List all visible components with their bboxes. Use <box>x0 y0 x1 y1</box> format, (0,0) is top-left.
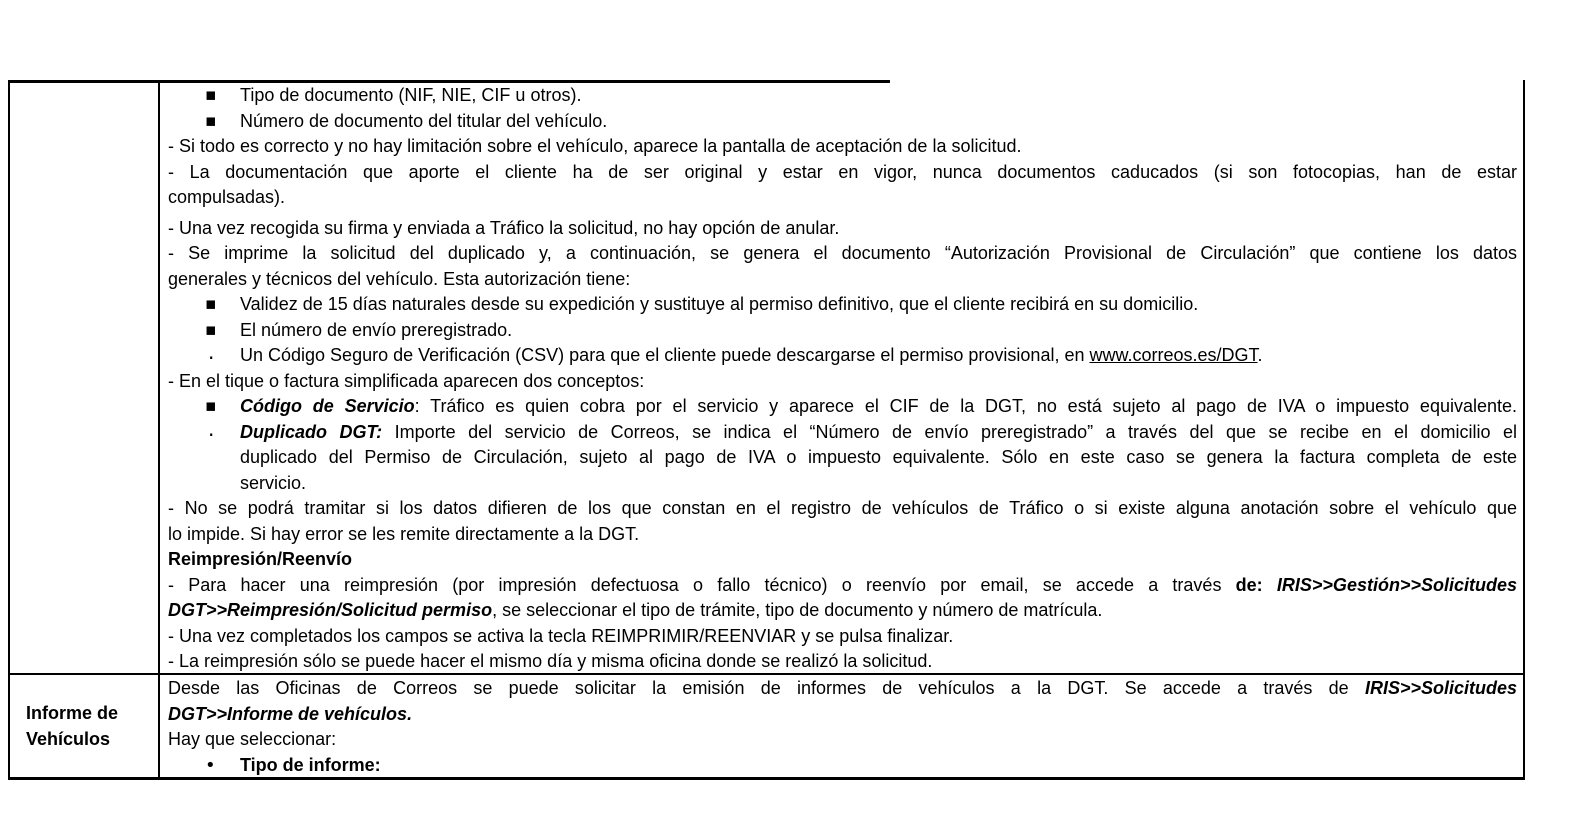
text-line <box>168 292 1517 318</box>
text-segment: Importe del servicio de Correos, se indica el “Número de envío preregistrado” a través del que se recibe en el domicilio el <box>382 421 1517 442</box>
text-segment: DGT>>Reimpresión/Solicitud permiso <box>168 600 493 620</box>
table-row-informe-vehiculos <box>10 673 1523 778</box>
text-segment: Tipo de informe: <box>240 754 381 775</box>
bullet-square-icon: ▪ <box>205 110 217 131</box>
text-line <box>168 109 1517 135</box>
text-segment: - En el tique o factura simplificada aparecen dos conceptos: <box>168 370 645 391</box>
text-line <box>168 753 1517 779</box>
text-segment: - No se podrá tramitar si los datos difieren de los que constan en el registro de vehículos de Tráfico o si existe alguna anotación sobre el vehículo que <box>168 498 1517 518</box>
text-segment: El número de envío preregistrado. <box>240 319 513 340</box>
text-line <box>168 676 1517 702</box>
text-segment: Tipo de documento (NIF, NIE, CIF u otros). <box>240 85 582 105</box>
text-line <box>168 702 1517 728</box>
text-segment: duplicado del Permiso de Circulación, sujeto al pago de IVA o impuesto equivalente. Sólo en este caso se genera la factura completa de este <box>240 447 1517 467</box>
text-line <box>168 624 1517 650</box>
row-content-cell <box>160 80 1523 673</box>
row-label-informe-de-vehiculos: Informe de Vehículos <box>10 675 160 778</box>
text-segment: lo impide. Si hay error se les remite directamente a la DGT. <box>168 523 640 544</box>
text-line <box>168 598 1517 624</box>
bullet-round-icon: • <box>205 754 216 776</box>
link-url[interactable]: www.correos.es/DGT <box>1089 345 1258 365</box>
text-segment: - Si todo es correcto y no hay limitación sobre el vehículo, aparece la pantalla de aceptación de la solicitud. <box>168 136 1022 156</box>
text-segment: Reimpresión/Reenvío <box>168 549 353 569</box>
text-line <box>168 343 1517 369</box>
text-segment: IRIS>>Gestión>>Solicitudes <box>1276 574 1517 595</box>
bullet-dot-icon: · <box>208 346 215 370</box>
text-line <box>168 267 1517 293</box>
text-segment: IRIS>>Solicitudes <box>1364 678 1517 698</box>
text-segment: - La documentación que aporte el cliente ha de ser original y estar en vigor, nunca documentos caducados (si son fotocopias, han de estar <box>168 161 1517 182</box>
bullet-square-icon: ▪ <box>205 85 217 105</box>
text-line <box>168 573 1517 599</box>
text-segment: Un Código Seguro de Verificación (CSV) para que el cliente puede descargarse el permiso provisional, en <box>240 345 1090 365</box>
text-segment: Código de Servicio <box>240 396 415 416</box>
text-line <box>168 160 1517 186</box>
text-line <box>168 420 1517 446</box>
text-line <box>168 547 1517 573</box>
bullet-square-icon: ▪ <box>205 294 217 314</box>
bullet-dot-icon: · <box>208 422 215 447</box>
text-segment: generales y técnicos del vehículo. Esta autorización tiene: <box>168 268 631 289</box>
text-line <box>168 727 1517 753</box>
text-line <box>168 649 1517 675</box>
text-segment: , se seleccionar el tipo de trámite, tipo de documento y número de matrícula. <box>492 600 1103 620</box>
text-segment: Número de documento del titular del vehículo. <box>240 110 608 131</box>
text-segment: Hay que seleccionar: <box>168 729 337 749</box>
text-segment: Duplicado DGT: <box>240 421 383 442</box>
text-line <box>168 496 1517 522</box>
text-segment: - Para hacer una reimpresión (por impresión defectuosa o fallo técnico) o reenvío por email, se accede a través <box>168 574 1236 595</box>
bullet-square-icon: ▪ <box>205 319 217 340</box>
text-line <box>168 318 1517 344</box>
text-line <box>168 471 1517 497</box>
text-segment: - La reimpresión sólo se puede hacer el mismo día y misma oficina donde se realizó la solicitud. <box>168 651 933 671</box>
text-segment: servicio. <box>240 472 307 493</box>
text-segment: . <box>1257 345 1263 365</box>
row-content-cell <box>160 675 1523 778</box>
text-line <box>168 522 1517 548</box>
text-line <box>168 134 1517 160</box>
text-line <box>168 445 1517 471</box>
text-line <box>168 241 1517 267</box>
text-line <box>168 185 1517 211</box>
bullet-square-icon: ▪ <box>205 396 217 416</box>
text-segment: : Tráfico es quien cobra por el servicio y aparece el CIF de la DGT, no está sujeto al pago de IVA o impuesto equivalente. <box>414 396 1518 416</box>
text-segment: Validez de 15 días naturales desde su expedición y sustituye al permiso definitivo, que el cliente recibirá en su domicilio. <box>240 294 1199 314</box>
text-segment: - Una vez recogida su firma y enviada a Tráfico la solicitud, no hay opción de anular. <box>168 217 840 238</box>
text-segment: compulsadas). <box>168 187 286 207</box>
table-row-duplicado-permiso <box>10 80 1523 673</box>
text-line <box>168 369 1517 395</box>
text-segment: Desde las Oficinas de Correos se puede solicitar la emisión de informes de vehículos a la DGT. Se accede a través de <box>168 678 1365 698</box>
row-label-cell <box>10 80 160 673</box>
procedures-table <box>8 80 1525 780</box>
text-line <box>168 216 1517 242</box>
text-line <box>168 83 1517 109</box>
text-segment: de: <box>1235 574 1277 595</box>
text-segment: DGT>>Informe de vehículos. <box>168 703 413 724</box>
text-segment: - Una vez completados los campos se activa la tecla REIMPRIMIR/REENVIAR y se pulsa finalizar. <box>168 625 954 646</box>
text-line <box>168 394 1517 420</box>
text-segment: - Se imprime la solicitud del duplicado y, a continuación, se genera el documento “Autorización Provisional de Circulación” que contiene los datos <box>168 243 1517 263</box>
